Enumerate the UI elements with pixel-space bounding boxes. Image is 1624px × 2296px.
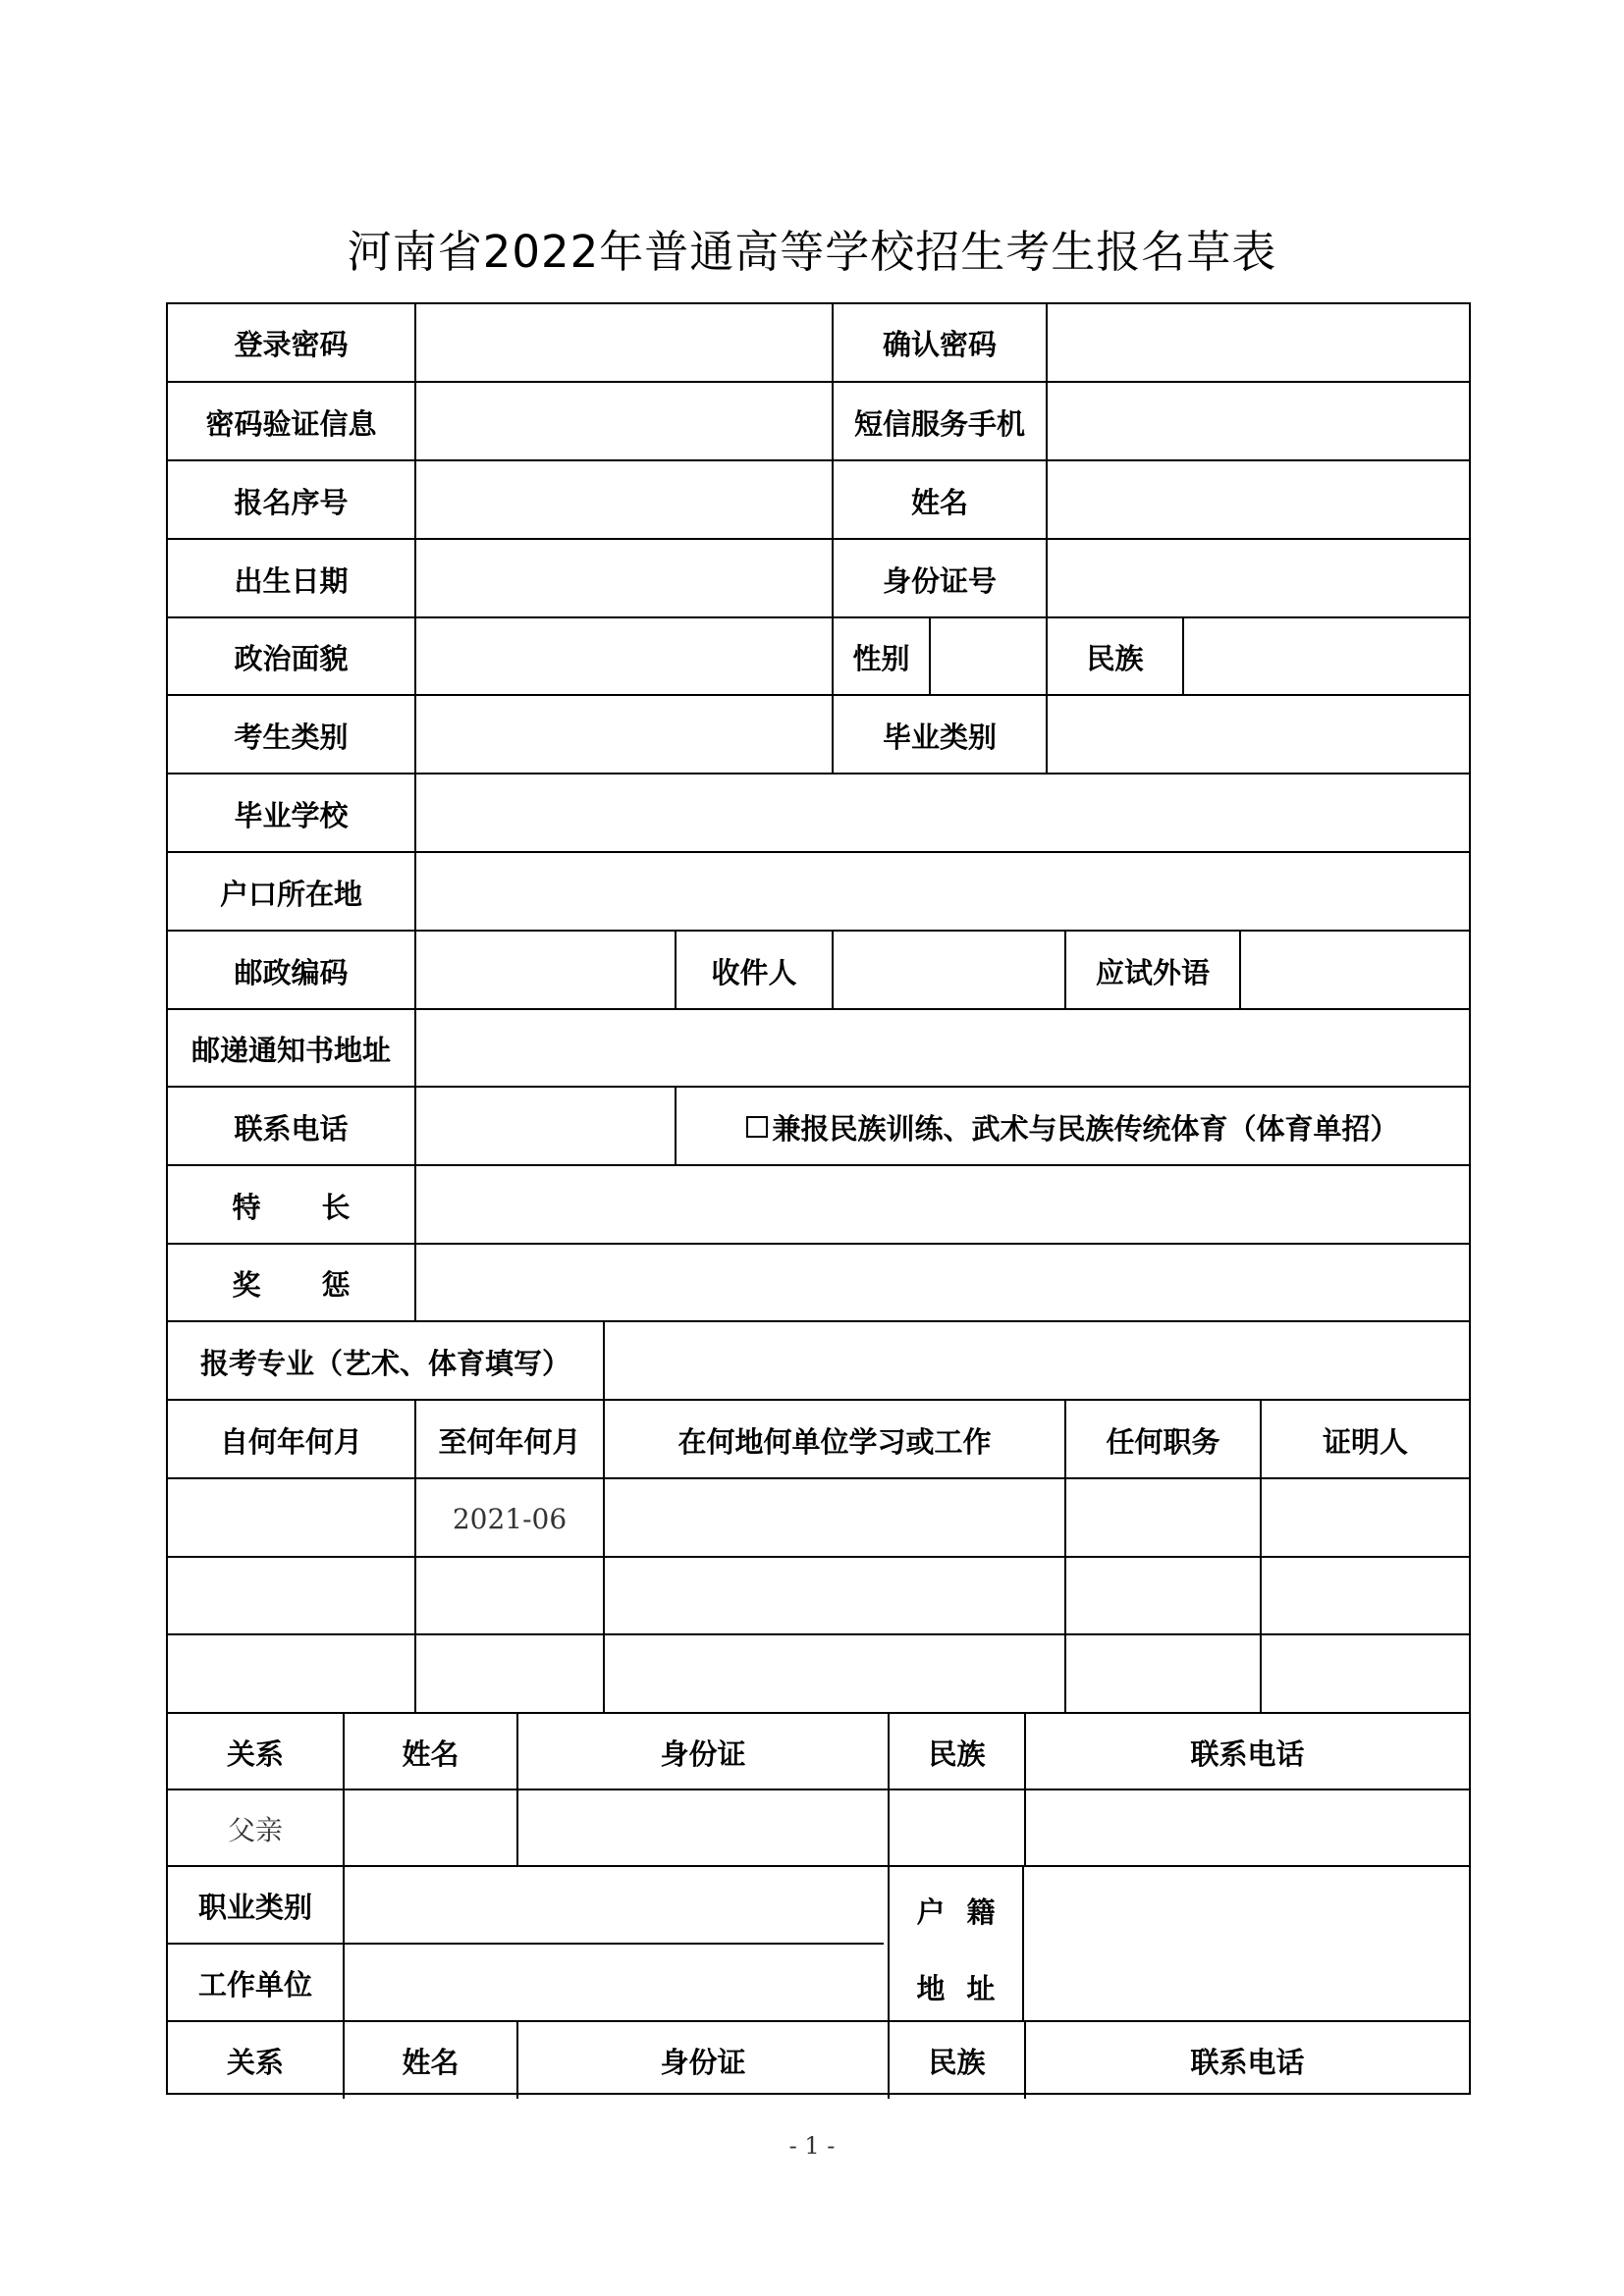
row-reg-number [168,459,1469,540]
family-header-row [168,1712,1469,1790]
family-header-phone: 联系电话 [1024,2022,1469,2099]
huji-address-label [888,1865,1024,2020]
label-graduation-type: 毕业类别 [832,696,1046,774]
row-mail-address [168,1008,1469,1088]
row-postal [168,930,1469,1010]
label-contact-phone: 联系电话 [234,1111,349,1146]
row-major [168,1320,1469,1401]
father-name-field[interactable] [343,1790,516,1867]
hukou-location-field[interactable] [414,853,1469,932]
row-candidate-type [168,694,1469,774]
label-login-password: 登录密码 [234,327,349,361]
exam-language-field[interactable] [1239,932,1469,1010]
history-witness[interactable] [1260,1479,1469,1558]
history-witness[interactable] [1260,1558,1469,1635]
label-id-number: 身份证号 [832,540,1046,618]
specialty-field[interactable] [414,1166,1469,1245]
family-header-relation: 关系 [226,2045,284,2079]
password-verify-field[interactable] [414,383,832,461]
label-rewards: 奖惩 [232,1268,411,1302]
row-hukou [168,851,1469,932]
history-header-from: 自何年何月 [219,1424,362,1459]
family-header-id: 身份证 [516,2022,888,2099]
father-phone-field[interactable] [1024,1790,1469,1867]
row-rewards [168,1243,1469,1322]
huji-line2: 地址 [916,1972,1017,2005]
history-witness[interactable] [1260,1635,1469,1714]
contact-phone-field[interactable] [414,1088,675,1166]
reg-number-field[interactable] [414,461,832,540]
label-ethnicity: 民族 [1046,618,1182,696]
label-hukou-location: 户口所在地 [219,877,362,911]
sports-option-cell [675,1088,1469,1166]
row-specialty [168,1164,1469,1245]
history-place[interactable] [603,1558,1064,1635]
label-reg-number: 报名序号 [234,485,349,519]
work-unit-field[interactable] [343,1945,884,2022]
history-to[interactable] [414,1635,603,1714]
label-graduation-school: 毕业学校 [234,798,349,832]
id-number-field[interactable] [1046,540,1469,618]
major-field[interactable] [603,1322,1469,1401]
father-ethnicity-field[interactable] [888,1790,1024,1867]
huji-line1: 户籍 [916,1896,1017,1929]
history-place[interactable] [603,1635,1064,1714]
row-birth [168,538,1469,618]
label-birth-date: 出生日期 [234,563,349,598]
huji-address-field[interactable] [1024,1865,1469,2020]
family-header-ethnicity: 民族 [888,1714,1024,1790]
label-specialty: 特长 [232,1190,411,1224]
row-verify [168,381,1469,461]
form-title: 河南省2022年普通高等学校招生考生报名草表 [347,226,1277,278]
history-from[interactable] [168,1635,414,1714]
history-from[interactable] [168,1479,414,1558]
label-sms-phone: 短信服务手机 [832,383,1046,461]
history-from[interactable] [168,1558,414,1635]
sports-option-checkbox[interactable] [746,1116,768,1138]
label-confirm-password: 确认密码 [832,304,1046,381]
history-row [168,1556,1469,1635]
rewards-field[interactable] [414,1245,1469,1322]
mail-address-field[interactable] [414,1010,1469,1088]
label-recipient: 收件人 [675,932,832,1010]
history-header-place: 在何地何单位学习或工作 [603,1401,1064,1479]
history-to[interactable] [414,1558,603,1635]
father-relation: 父亲 [227,1814,283,1846]
label-postal-code: 邮政编码 [234,955,349,989]
history-place[interactable] [603,1479,1064,1558]
family-header-row [168,2020,1469,2099]
label-major: 报考专业（艺术、体育填写） [199,1346,570,1380]
login-password-field[interactable] [414,304,832,381]
candidate-type-field[interactable] [414,696,832,774]
family-header-name: 姓名 [343,2022,516,2099]
family-header-relation: 关系 [226,1736,284,1771]
sms-phone-field[interactable] [1046,383,1469,461]
family-header-id: 身份证 [516,1714,888,1790]
father-id-field[interactable] [516,1790,888,1867]
history-header-row [168,1399,1469,1479]
gender-field[interactable] [929,618,1046,696]
family-header-name: 姓名 [343,1714,516,1790]
row-contact [168,1086,1469,1166]
history-position[interactable] [1064,1635,1260,1714]
family-header-ethnicity: 民族 [888,2022,1024,2099]
political-status-field[interactable] [414,618,832,696]
label-gender: 性别 [832,618,929,696]
label-work-unit: 工作单位 [197,1968,312,2002]
family-header-phone: 联系电话 [1024,1714,1469,1790]
history-header-position: 任何职务 [1064,1401,1260,1479]
label-name: 姓名 [832,461,1046,540]
label-candidate-type: 考生类别 [234,720,349,754]
page-number: - 1 - [788,2132,836,2160]
label-mail-address: 邮递通知书地址 [190,1034,391,1067]
history-row [168,1477,1469,1558]
history-row [168,1633,1469,1714]
sports-option-label: 兼报民族训练、武术与民族传统体育（体育单招） [772,1111,1399,1146]
ethnicity-field[interactable] [1182,618,1469,696]
recipient-field[interactable] [832,932,1064,1010]
label-political-status: 政治面貌 [234,642,349,675]
history-to[interactable]: 2021-06 [414,1479,603,1558]
birth-date-field[interactable] [414,540,832,618]
confirm-password-field[interactable] [1046,304,1469,381]
row-password [168,304,1469,381]
row-political [168,616,1469,696]
family-father-row [168,1789,1469,1867]
graduation-type-field[interactable] [1046,696,1469,774]
row-school [168,773,1469,853]
graduation-school-field[interactable] [414,774,1469,853]
history-position[interactable] [1064,1558,1260,1635]
label-job-type: 职业类别 [197,1891,312,1924]
registration-form [166,302,1471,2095]
postal-code-field[interactable] [414,932,675,1010]
job-type-field[interactable] [343,1867,888,1945]
history-header-witness: 证明人 [1260,1401,1469,1479]
family-work-row [168,1943,884,2022]
history-header-to: 至何年何月 [414,1401,603,1479]
label-exam-language: 应试外语 [1064,932,1239,1010]
label-password-verify: 密码验证信息 [205,406,377,441]
history-position[interactable] [1064,1479,1260,1558]
name-field[interactable] [1046,461,1469,540]
